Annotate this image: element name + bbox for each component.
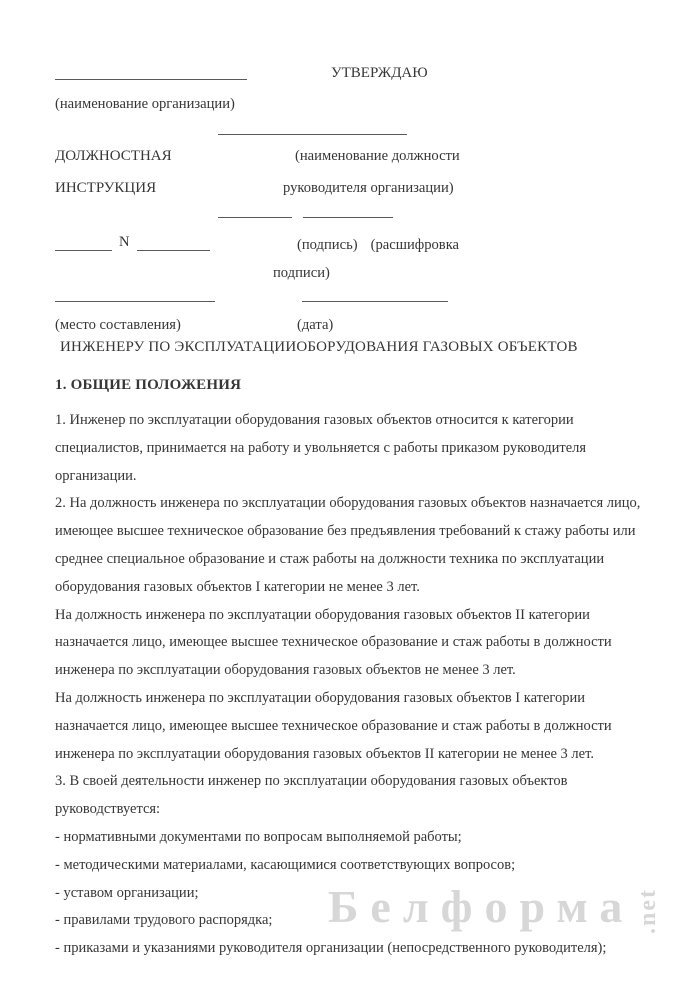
organization-hint: (наименование организации) <box>55 96 235 112</box>
watermark-text: Белформа <box>328 881 635 932</box>
paragraph: - уставом организации; <box>55 884 199 901</box>
approver-hint-line2: руководителя организации) <box>283 180 454 196</box>
organization-blank-line <box>55 79 247 80</box>
paragraph: - правилами трудового распорядка; <box>55 912 273 929</box>
doc-title-line1: ДОЛЖНОСТНАЯ <box>55 148 172 164</box>
paragraph: - нормативными документами по вопросам выполняемой работы; <box>55 828 462 845</box>
place-hint: (место составления) <box>55 317 181 333</box>
doc-number-blank-line <box>137 236 210 251</box>
doc-number-label: N <box>119 234 130 250</box>
paragraph: На должность инженера по эксплуатации оборудования газовых объектов II категории назначается лицо, имеющее высшее техническое образование и стаж работы в должности инженера по эксплуатации оборудования газовых объектов не менее 3 лет. <box>55 606 612 679</box>
section-body <box>55 407 656 963</box>
signature-decipher-blank-line <box>303 217 393 218</box>
decipher-hint-line1: (расшифровка <box>370 237 460 253</box>
section-heading: 1. ОБЩИЕ ПОЛОЖЕНИЯ <box>55 377 242 393</box>
date-blank-line <box>302 301 448 302</box>
approver-hint-line1: (наименование должности <box>295 148 460 164</box>
doc-title-line2: ИНСТРУКЦИЯ <box>55 180 157 196</box>
paragraph: 3. В своей деятельности инженер по эксплуатации оборудования газовых объектов руководствуется: <box>55 773 568 818</box>
approver-position-blank-line <box>218 134 407 135</box>
doc-number-row <box>55 234 210 251</box>
watermark-suffix: .net <box>635 888 661 934</box>
document-subject: ИНЖЕНЕРУ ПО ЭКСПЛУАТАЦИИОБОРУДОВАНИЯ ГАЗОВЫХ ОБЪЕКТОВ <box>60 339 578 355</box>
signature-blank-line <box>218 217 292 218</box>
signature-hints-row <box>297 236 459 254</box>
signature-hint: (подпись) <box>297 237 358 253</box>
decipher-hint-line2: подписи) <box>273 265 330 281</box>
paragraph: На должность инженера по эксплуатации оборудования газовых объектов I категории назначается лицо, имеющее высшее техническое образование и стаж работы в должности инженера по эксплуатации оборудования газовых объектов II категории не менее 3 лет. <box>55 689 612 762</box>
date-hint: (дата) <box>297 317 334 333</box>
paragraph: - методическими материалами, касающимися соответствующих вопросов; <box>55 856 516 873</box>
approve-label: УТВЕРЖДАЮ <box>331 65 428 81</box>
paragraph: 2. На должность инженера по эксплуатации оборудования газовых объектов назначается лицо, имеющее высшее техническое образование без предъявления требований к стажу работы или среднее специальное образование и стаж работы на должности техника по эксплуатации оборудования газовых объектов I категории не менее 3 лет. <box>55 495 641 595</box>
doc-date-blank-line <box>55 236 112 251</box>
paragraph: 1. Инженер по эксплуатации оборудования газовых объектов относится к категории специалистов, принимается на работу и увольняется с работы приказом руководителя организации. <box>55 412 587 484</box>
paragraph: - приказами и указаниями руководителя организации (непосредственного руководителя); <box>55 940 607 957</box>
place-blank-line <box>55 301 215 302</box>
